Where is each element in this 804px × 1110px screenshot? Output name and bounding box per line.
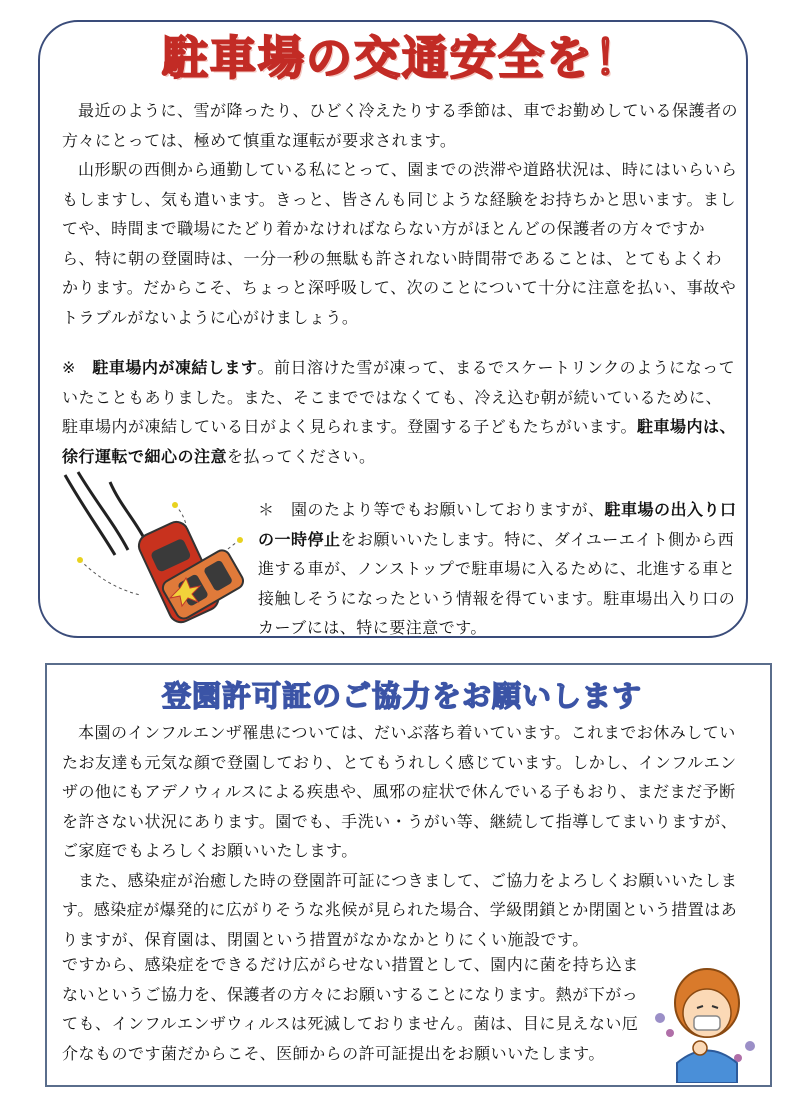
section2-para2a: また、感染症が治癒した時の登園許可証につきまして、ご協力をよろしくお願いいたします。感染症が爆発的に広がりそうな兆候が見られた場合、学級閉鎖とか閉園という措置はありますが、保育園は、閉園という措置がなかなかとりにくい施設です。 [62,870,738,949]
note-text: 。前日溶けた雪が凍って、まるでスケートリンクのようになっていたこともありました。また、そこまでではなくても、冷え込む朝が続いているために、駐車場内が凍結している日がよく見られます。登園する子どもたちがいます。 [62,358,736,436]
note2-bold: 駐車場の出入り口の一時停止 [258,500,737,549]
section2-para1: 本園のインフルエンザ罹患については、だいぶ落ち着いています。これまでお休みしていたお友達も元気な顔で登園しており、とてもうれしく感じています。しかし、インフルエンザの他にもアデノウィルスによる疾患や、風邪の症状で休んでいる子もおり、まだまだ予断を許さない状況にあります。園でも、手洗い・うがい等、継続して指導してまいりますが、ご家庭でもよろしくお願いいたします。 [62,723,738,860]
note-entrance-stop [258,495,740,643]
section1-title: 駐車場の交通安全を！ [162,31,642,85]
section2-body-cont [62,950,642,1068]
section1-para2: 山形駅の西側から通勤している私にとって、園までの渋滞や道路状況は、時にはいらいらもしますし、気も遣います。きっと、皆さんも同じような経験をお持ちかと思います。ましてや、時間まで職場にたどり着かなければならない方がほとんどの保護者の方々ですから、特に朝の登園時は、一分一秒の無駄も許されない時間帯であることは、とてもよくわかります。だからこそ、ちょっと深呼吸して、次のことについて十分に注意を払い、事故やトラブルがないように心がけましょう。 [62,160,738,327]
section2-body [62,718,742,954]
section2-para2b: ですから、感染症をできるだけ広がらせない措置として、園内に菌を持ち込まないというご協力を、保護者の方々にお願いすることになります。熱が下がっても、インフルエンザウィルスは死滅しておりません。菌は、目に見えない厄介なものです菌だからこそ、医師からの許可証提出をお願いいたします。 [62,955,639,1063]
note-bold-freezing: 駐車場内が凍結します [92,358,258,377]
note2-text: 園のたより等でもお願いしておりますが、 [291,500,605,519]
note2-text-end: をお願いいたします。特に、ダイユーエイト側から西進する車が、ノンストップで駐車場に入るために、北進する車と接触しそうになったという情報を得ています。駐車場出入り口のカーブには、特に要注意です。 [258,529,736,637]
note2-mark: ＊ [258,500,275,519]
section1-para1: 最近のように、雪が降ったり、ひどく冷えたりする季節は、車でお勤めしている保護者の方々にとっては、極めて慎重な運転が要求されます。 [62,101,739,150]
note-text-end: を払ってください。 [227,446,376,466]
note-mark: ※ [62,358,76,377]
note-freezing [62,353,738,471]
section2-title: 登園許可証のご協力をお願いします [161,679,642,713]
note-bold-caution: 駐車場内は、徐行運転で細心の注意 [62,417,736,466]
car-crash-illustration [60,470,250,640]
section1-body [62,96,738,332]
sick-child-illustration [652,958,762,1083]
